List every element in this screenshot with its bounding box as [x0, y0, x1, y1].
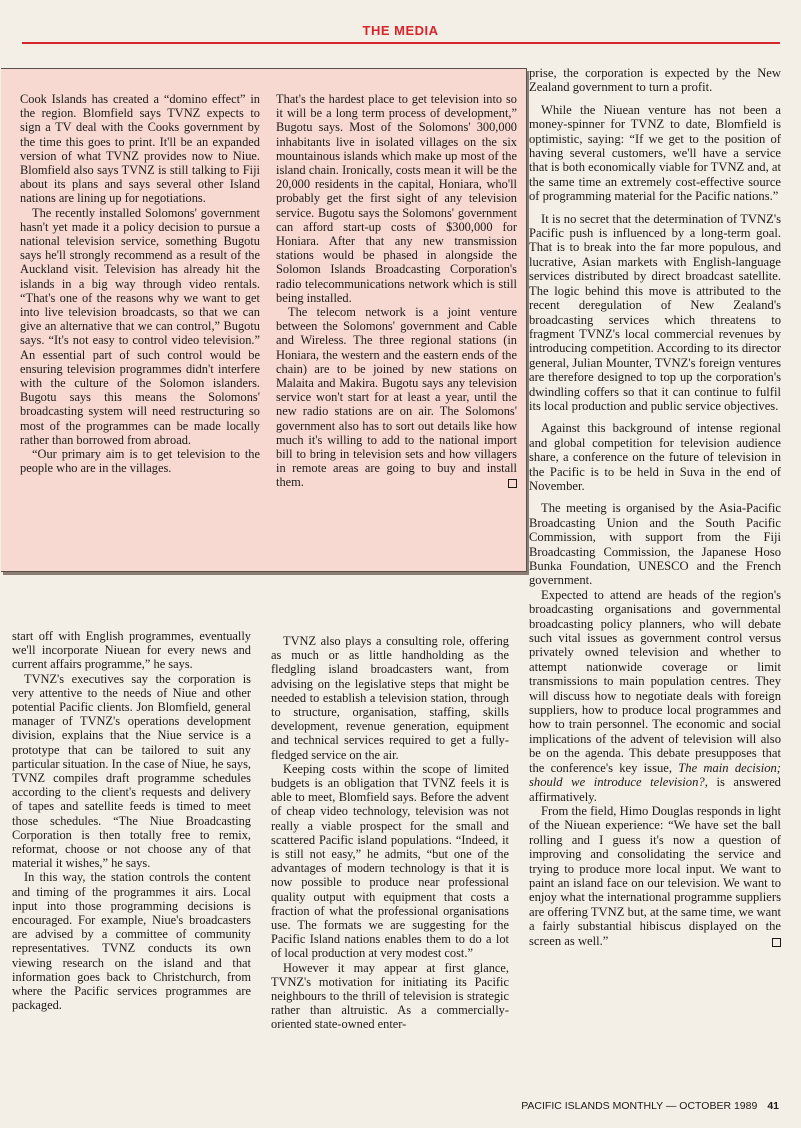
paragraph-text: , is answered affirmatively.: [529, 775, 781, 804]
box-column-right: [276, 92, 517, 490]
key-issue-italic: The main decision; should we introduce television?: [529, 760, 781, 790]
paragraph-text: The telecom network is a joint venture between the Solomons' government and Cable and Wireless. The three regional stations (in Honiara, the western and the eastern ends of the chain) are to be joined by new stations on Malaita and Makira. Bugotu says any television service won't start for at least a year, until the new radio stations are on air. The Solomons' government also has to sort out details like how much it's willing to add to the national import bill to bring in television sets and how villagers in remote areas are going to buy and install them.: [276, 305, 517, 490]
paragraph: [529, 588, 781, 804]
paragraph: The recently installed Solomons' government hasn't yet made it a policy decision to pursue a national television service, something Bugotu says he'll strongly recommend as a result of the Auckland visit. Television has already hit the islands in a big way through video rentals. “That's one of the reasons why we want to get into live television broadcasts, so that we can give an alternative that we can control,” Bugotu says. “It's not easy to control video television.” An essential part of such control would be ensuring television programmes didn't interfere with the culture of the Solomon islanders. Bugotu says this means the Solomons' broadcasting system will need restructuring so most of the programmes can be made locally rather than borrowed from abroad.: [20, 205, 260, 447]
paragraph: “Our primary aim is to get television to the people who are in the villages.: [20, 447, 260, 476]
paragraph: While the Niuean venture has not been a money-spinner for TVNZ to date, Blomfield is optimistic, saying: “If we get to the position of having several customers, we'll have a service that is both economically viable for TVNZ and, at the same time an extremely cost-effective source of programming material for the Pacific nations.”: [529, 102, 781, 204]
publication-info: PACIFIC ISLANDS MONTHLY — OCTOBER 1989: [521, 1100, 758, 1112]
article-column-1: [12, 629, 251, 1012]
paragraph-text: Expected to attend are heads of the region's broadcasting organisations and governmental broadcasting policy planners, who will debate such vital issues as government control versus privately owned television and whether to attempt nationwide coverage or limit transmissions to main population centres. They will discuss how to negotiate deals with foreign suppliers, how to produce local programmes and how to train personnel. The economic and social implications of the advent of television will also be on the agenda. This debate presupposes that the conference's key issue,: [529, 587, 781, 775]
article-column-2: [271, 634, 509, 1032]
box-column-left: [20, 92, 260, 475]
paragraph: That's the hardest place to get television into so it will be a long term process of development,” Bugotu says. Most of the Solomons' 300,000 inhabitants live in isolated villages on the six mountainous islands which make up most of the island chain. Ironically, costs mean it will be the 20,000 residents in the capital, Honiara, who'll probably get the first sight of any television service. Bugotu says the Solomons' government can afford start-up costs of $300,000 for Honiara. After that any new transmission stations would be phased in alongside the Solomon Islands Broadcasting Corporation's radio telecommunications network which is still being installed.: [276, 92, 517, 305]
paragraph: start off with English programmes, eventually we'll incorporate Niuean for every news and current affairs programme,” he says.: [12, 629, 251, 672]
paragraph: TVNZ's executives say the corporation is very attentive to the needs of Niue and other potential Pacific clients. Jon Blomfield, general manager of TVNZ's operations development division, explains that the Niue service is a prototype that can be tailored to suit any particular situation. In the case of Niue, he says, TVNZ compiles draft programme schedules according to the client's requests and delivery of tapes and satellite feeds is timed to meet those schedules. “The Niue Broadcasting Corporation is then totally free to remix, reformat, choose or not choose any of that material it wishes,” he says.: [12, 671, 251, 871]
paragraph-text: From the field, Himo Douglas responds in light of the Niuean experience: “We have set the ball rolling and I guess it's now a question of improving and consolidating the service and trying to produce more local input. We want to paint an island face on our television. We want to enjoy what the international programme suppliers are offering TVNZ but, at the same time, we want a fairly substantial hibiscus displayed on the screen as well.”: [529, 803, 781, 948]
paragraph: Against this background of intense regional and global competition for television audience share, a conference on the future of television in the Pacific is to be held in Suva in the end of November.: [529, 421, 781, 493]
paragraph: TVNZ also plays a consulting role, offering as much or as little handholding as the fledgling island broadcasters want, from advising on the legislative steps that might be needed to establish a television station, through to structure, organisation, staffing, skills development, revenue generation, equipment and technical services required to get a fully-fledged service on the air.: [271, 634, 509, 762]
paragraph: However it may appear at first glance, TVNZ's motivation for initiating its Pacific neighbours to the thrill of television is strategic rather than altruistic. As a commercially-oriented state-owned enter-: [271, 960, 509, 1032]
paragraph: It is no secret that the determination of TVNZ's Pacific push is influenced by a long-term goal. That is to break into the far more populous, and lucrative, Asian markets with English-language services distributed by direct broadcast satellite. The logic behind this move is attributed to the recent deregulation of New Zealand's broadcasting services which threatens to fragment TVNZ's local commercial revenues by introducing competition. According to its director general, Julian Mounter, TVNZ's foreign ventures are therefore designed to top up the corporation's dwindling coffers so that it can continue to fulfil its local production and public service objectives.: [529, 211, 781, 413]
end-mark-icon: [508, 479, 517, 488]
page-number: 41: [767, 1100, 779, 1112]
paragraph: Cook Islands has created a “domino effect” in the region. Blomfield says TVNZ expects to sign a TV deal with the Cooks government by the time this goes to print. It'll be an expanded version of what TVNZ provides now to Niue. Blomfield also says TVNZ is still talking to Fiji about its plans and says several other Island nations are lining up for negotiations.: [20, 92, 260, 206]
header-rule: [22, 42, 780, 44]
paragraph: [276, 305, 517, 490]
section-title: THE MEDIA: [362, 23, 439, 38]
paragraph: The meeting is organised by the Asia-Pacific Broadcasting Union and the South Pacific Commission, with support from the Fiji Broadcasting Commission, the Japanese Hoso Bunka Foundation, UNESCO and the French government.: [529, 501, 781, 588]
article-column-3: [529, 66, 781, 948]
paragraph: In this way, the station controls the content and timing of the programmes it airs. Local input into those programming decisions is encouraged. For example, Niue's broadcasters are advised by a committee of community representatives. TVNZ conducts its own viewing research on the island and that information goes back to Christchurch, from where the Pacific services programmes are packaged.: [12, 870, 251, 1013]
paragraph: [529, 804, 781, 948]
paragraph: prise, the corporation is expected by the New Zealand government to turn a profit.: [529, 66, 781, 95]
paragraph: Keeping costs within the scope of limited budgets is an obligation that TVNZ feels it is able to meet, Blomfield says. Before the advent of cheap video technology, television was not really a viable prospect for the small and scattered Pacific island populations. “Indeed, it is still not easy,” he admits, “but one of the advantages of modern technology is that it is now possible to produce near professional quality output with equipment that costs a fraction of what the professional organisations use. The formats we are suggesting for the Pacific Island nations enables them to do a lot of local production at very modest cost.”: [271, 761, 509, 961]
page-footer: [521, 1100, 779, 1112]
end-mark-icon: [772, 938, 781, 947]
